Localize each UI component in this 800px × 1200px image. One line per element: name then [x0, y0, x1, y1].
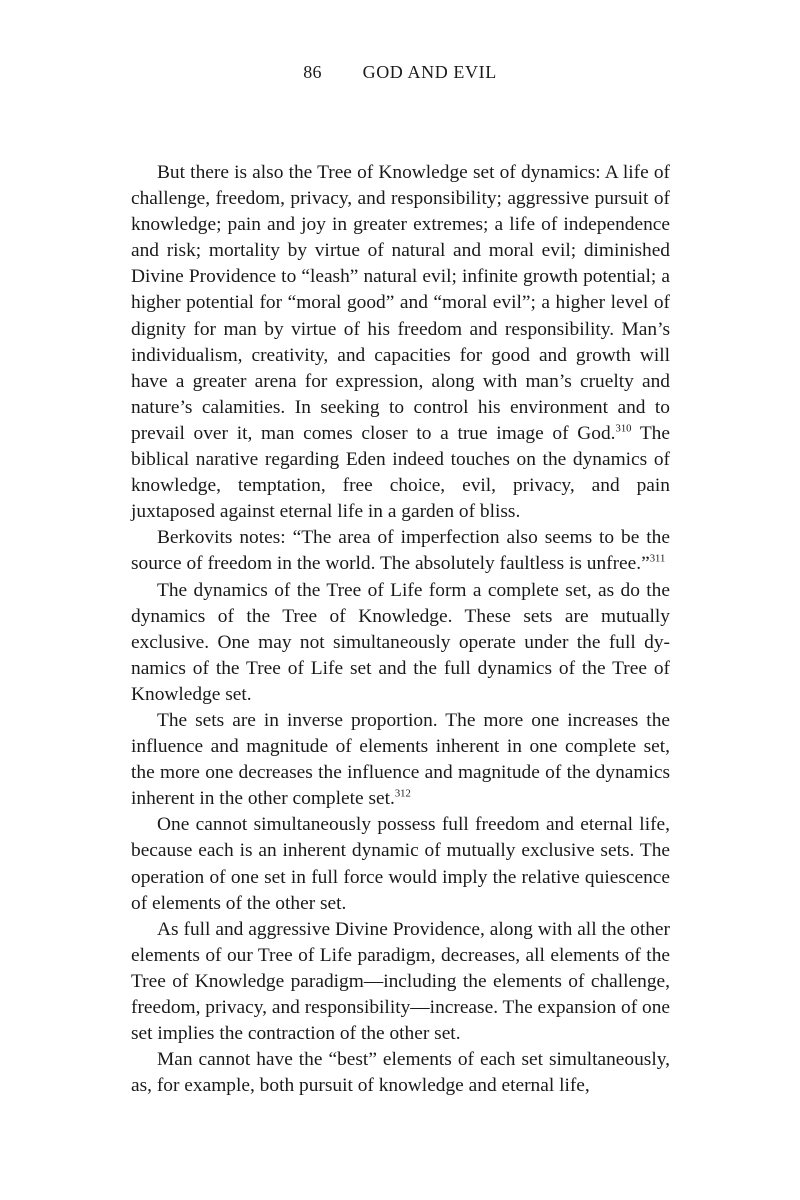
- footnote-marker: 311: [649, 552, 666, 565]
- paragraph-text: Berkovits notes: “The area of imperfection also seems to be the source of freedom in the world. The absolutely faultless is unfree.”: [131, 527, 670, 575]
- book-title: GOD AND EVIL: [362, 62, 497, 82]
- paragraph-text: As full and aggressive Divine Providence, along with all the other elements of our Tree of Life paradigm, decreases, all elements of the Tree of Knowledge paradigm—including the elements of challenge, freedom, privacy, and responsibility—increase. The expansion of one set implies the contraction of the other set.: [131, 918, 670, 1045]
- paragraph-text: Man cannot have the “best” elements of each set simultaneously, as, for example, both pursuit of knowledge and eternal life,: [131, 1049, 670, 1097]
- paragraph: [131, 525, 670, 577]
- footnote-marker: 312: [394, 787, 411, 800]
- footnote-marker: 310: [615, 422, 632, 435]
- paragraph-text: The dynamics of the Tree of Life form a complete set, as do the dynamics of the Tree of Knowledge. These sets are mutually exclusive. One may not simultaneously operate under the full dynamics of the Tree of Life set and the full dynamics of the Tree of Knowledge set.: [131, 579, 670, 705]
- paragraph: [131, 708, 670, 812]
- paragraph: [131, 917, 670, 1047]
- paragraph-text: The biblical narative regarding Eden indeed touches on the dynamics of knowledge, temptation, free choice, evil, privacy, and pain juxtaposed against eternal life in a garden of bliss.: [131, 422, 670, 523]
- paragraph-text: But there is also the Tree of Knowledge set of dynamics: A life of challenge, freedom, privacy, and responsibility; aggressive pursuit of knowledge; pain and joy in greater extremes; a life of independence and risk; mortality by virtue of natural and moral evil; diminished Divine Providence to “leash” natural evil; infinite growth potential; a higher potential for “moral good” and “moral evil”; a higher level of dignity for man by virtue of his freedom and responsibility. Man’s individualism, creativity, and capacities for good and growth will have a greater arena for expression, along with man’s cruelty and nature’s calamities. In seeking to control his environment and to prevail over it, man comes closer to a true image of God.: [131, 162, 670, 444]
- paragraph: [131, 1047, 670, 1099]
- running-head: [0, 62, 800, 83]
- paragraph: [131, 160, 670, 525]
- paragraph: [131, 578, 670, 708]
- body-text: [131, 160, 670, 1099]
- paragraph-text: One cannot simultaneously possess full freedom and eternal life, because each is an inherent dynamic of mutually exclusive sets. The operation of one set in full force would imply the relative quiescence of elements of the other set.: [131, 814, 670, 914]
- page-number: 86: [303, 62, 322, 82]
- paragraph-text: The sets are in inverse proportion. The more one increases the influence and magnitude of elements inherent in one complete set, the more one decreases the influence and magnitude of the dynamics inherent in the other complete set.: [131, 709, 670, 810]
- paragraph: [131, 812, 670, 916]
